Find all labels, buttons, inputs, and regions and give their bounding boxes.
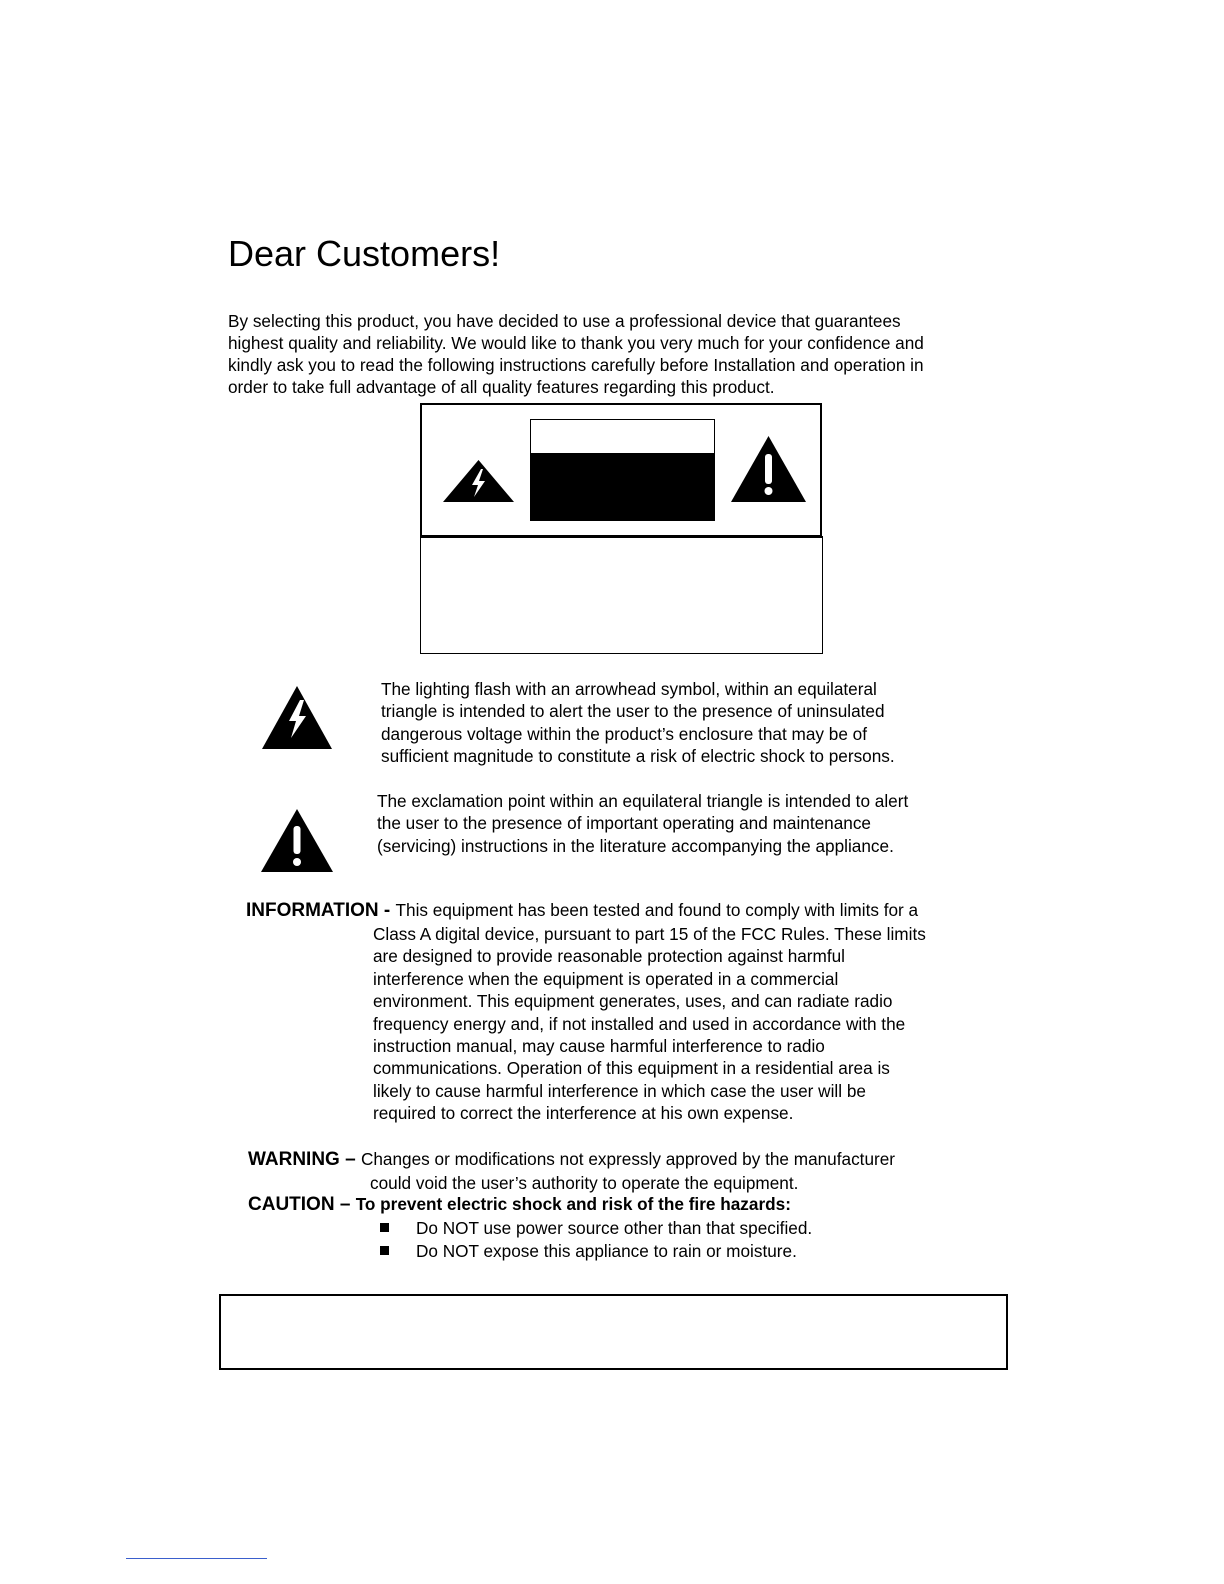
text-line: the user to the presence of important operating and maintenance bbox=[377, 813, 871, 834]
text-line: instruction manual, may cause harmful interference to radio bbox=[373, 1035, 825, 1056]
caution-label: CAUTION – bbox=[248, 1194, 356, 1215]
square-bullet-icon bbox=[380, 1246, 389, 1255]
text-line: required to correct the interference at his own expense. bbox=[373, 1103, 794, 1124]
intro-line: kindly ask you to read the following instructions carefully before Installation and operation in bbox=[228, 355, 924, 375]
text-line: interference when the equipment is operated in a commercial bbox=[373, 968, 839, 989]
text-line: frequency energy and, if not installed and used in accordance with the bbox=[373, 1013, 906, 1034]
intro-line: highest quality and reliability. We would like to thank you very much for your confidence and bbox=[228, 333, 924, 353]
information-label: INFORMATION - bbox=[246, 900, 396, 921]
text-line: Class A digital device, pursuant to part 15 of the FCC Rules. These limits bbox=[373, 924, 926, 944]
lightning-symbol-description bbox=[381, 678, 895, 768]
warning-body bbox=[370, 1172, 798, 1194]
text-line: likely to cause harmful interference in which case the user will be bbox=[373, 1080, 866, 1101]
text-line: are designed to provide reasonable protection against harmful bbox=[373, 946, 846, 967]
information-first-line: This equipment has been tested and found to comply with limits for a bbox=[395, 900, 919, 920]
intro-line: order to take full advantage of all quality features regarding this product. bbox=[228, 377, 775, 397]
lightning-warning-icon bbox=[443, 460, 514, 502]
lightning-warning-icon bbox=[262, 686, 332, 749]
information-body bbox=[373, 923, 926, 1125]
text-line: environment. This equipment generates, uses, and can radiate radio bbox=[373, 991, 893, 1012]
bullet-text: Do NOT use power source other than that specified. bbox=[416, 1218, 813, 1238]
caution-bullet bbox=[380, 1240, 797, 1262]
footnote-separator bbox=[126, 1558, 267, 1559]
text-line: dangerous voltage within the product’s enclosure that may be of bbox=[381, 723, 868, 744]
text-line: (servicing) instructions in the literature accompanying the appliance. bbox=[377, 835, 894, 856]
caution-label-black-panel bbox=[531, 453, 714, 520]
information-notice bbox=[246, 900, 918, 922]
intro-paragraph bbox=[228, 310, 998, 398]
caution-heading: To prevent electric shock and risk of the fire hazards: bbox=[355, 1194, 791, 1214]
bullet-text: Do NOT expose this appliance to rain or moisture. bbox=[416, 1241, 797, 1261]
warning-notice bbox=[248, 1149, 895, 1171]
text-line: triangle is intended to alert the user to the presence of uninsulated bbox=[381, 701, 885, 722]
caution-bullet bbox=[380, 1217, 812, 1239]
text-line: The exclamation point within an equilateral triangle is intended to alert bbox=[377, 791, 909, 811]
warning-first-line: Changes or modifications not expressly approved by the manufacturer bbox=[360, 1149, 896, 1169]
note-box bbox=[219, 1294, 1008, 1370]
page-title: Dear Customers! bbox=[228, 233, 501, 274]
text-line: communications. Operation of this equipment in a residential area is bbox=[373, 1058, 890, 1079]
caution-label-text-area bbox=[420, 536, 823, 654]
caution-notice bbox=[248, 1194, 791, 1216]
exclamation-warning-icon bbox=[731, 436, 806, 502]
warning-label: WARNING – bbox=[248, 1149, 361, 1170]
square-bullet-icon bbox=[380, 1223, 389, 1232]
exclamation-symbol-description bbox=[377, 790, 908, 857]
text-line: could void the user’s authority to operate the equipment. bbox=[370, 1173, 799, 1193]
exclamation-warning-icon bbox=[261, 809, 333, 872]
text-line: The lighting flash with an arrowhead symbol, within an equilateral bbox=[381, 679, 877, 699]
intro-line: By selecting this product, you have decided to use a professional device that guarantees bbox=[228, 311, 901, 331]
caution-label-plate bbox=[530, 419, 715, 521]
text-line: sufficient magnitude to constitute a risk of electric shock to persons. bbox=[381, 746, 895, 767]
